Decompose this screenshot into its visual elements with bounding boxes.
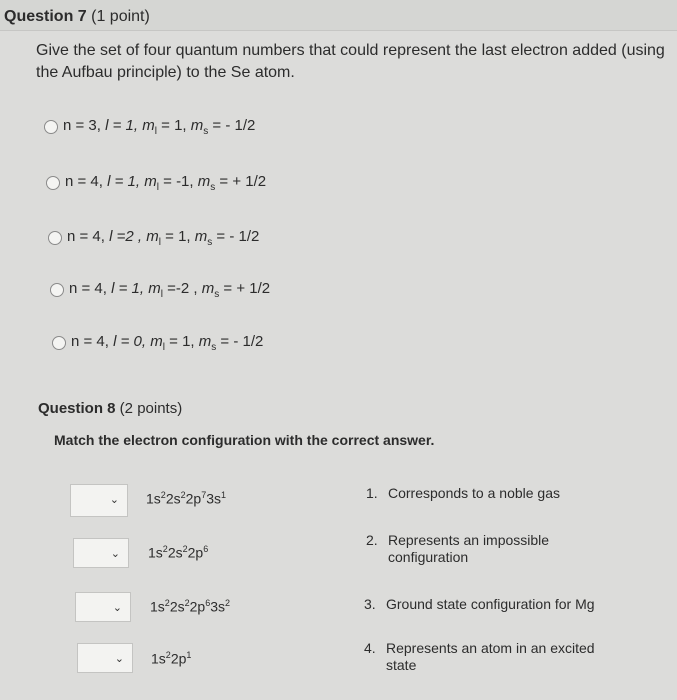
answer-1: 1. Corresponds to a noble gas (366, 485, 560, 501)
radio-button[interactable] (48, 231, 62, 245)
option-1[interactable] (44, 117, 255, 137)
radio-button[interactable] (50, 283, 64, 297)
option-4[interactable] (50, 280, 270, 300)
option-2[interactable] (46, 173, 266, 193)
option-label: n = 4, l = 1, $m_l =-2$ , $m_s$ = + 1/2 (69, 280, 271, 300)
answer-4: 4. Represents an atom in an excited state (364, 640, 595, 673)
match-dropdown-4[interactable] (77, 643, 133, 673)
radio-button[interactable] (46, 176, 60, 190)
config-1: $1s^22s^22p^73s^1$ (146, 490, 227, 507)
option-label: n = 4, l = 1, $m_l = -1$, $m_s$ = + 1/2 (65, 173, 267, 193)
question-7-title (4, 8, 150, 26)
chevron-down-icon: ⌄ (114, 653, 124, 665)
option-label: n = 4, l = 0, $m_l = 1$, $m_s$ = - 1/2 (71, 333, 264, 353)
option-3[interactable] (48, 228, 259, 248)
answer-2: 2. Represents an impossible configuration (366, 532, 550, 565)
config-4: $1s^22p^1$ (151, 650, 192, 667)
question-8-title (38, 400, 182, 417)
question-8-label: Question 8 (38, 400, 116, 417)
question-7-points: (1 point) (86, 8, 150, 25)
chevron-down-icon: ⌄ (112, 602, 122, 614)
radio-button[interactable] (52, 336, 66, 350)
question-7-prompt: Give the set of four quantum numbers that could represent the last electron added (using the Aufbau principle) to the Se atom. (36, 42, 665, 81)
chevron-down-icon: ⌄ (110, 548, 120, 560)
option-label: n = 3, l = 1, $m_l = 1$, $m_s$ = - 1/2 (63, 117, 256, 137)
option-5[interactable] (52, 333, 263, 353)
question-8-prompt: Match the electron configuration with the correct answer. (54, 432, 435, 448)
question-7-label: Question 7 (4, 8, 87, 25)
match-dropdown-1[interactable] (70, 484, 128, 517)
config-2: $1s^22s^22p^6$ (148, 544, 209, 561)
match-dropdown-3[interactable] (75, 592, 131, 622)
match-dropdown-2[interactable] (73, 538, 129, 568)
question-8-points: (2 points) (115, 400, 183, 417)
answer-3: 3. Ground state configuration for Mg (364, 596, 595, 612)
config-3: $1s^22s^22p^63s^2$ (150, 598, 231, 615)
option-label: n = 4, l =2 , $m_l = 1$, $m_s$ = - 1/2 (67, 228, 260, 248)
chevron-down-icon: ⌄ (109, 494, 119, 506)
radio-button[interactable] (44, 120, 58, 134)
